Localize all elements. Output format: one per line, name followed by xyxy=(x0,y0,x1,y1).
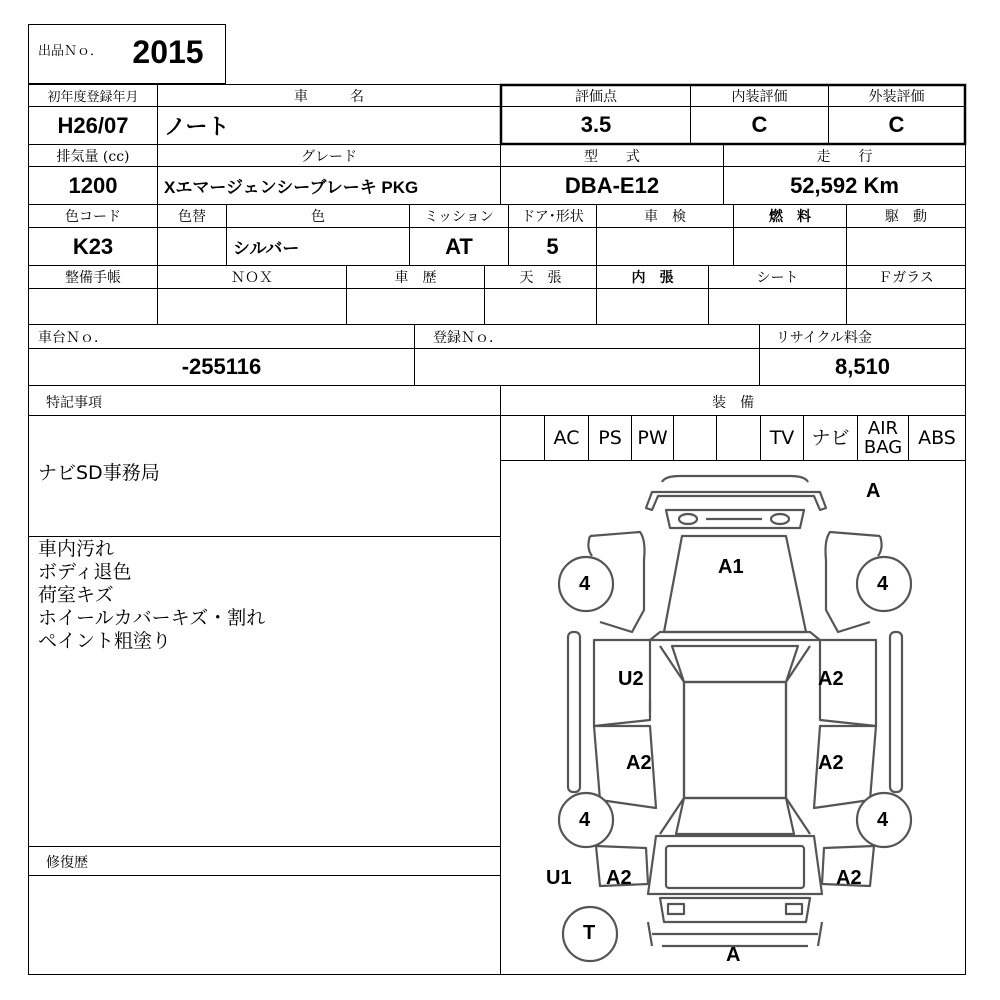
nox-label: ＮＯＸ xyxy=(231,270,273,286)
exterior-label: 外装評価 xyxy=(868,89,925,105)
doors: 5 xyxy=(546,233,559,259)
grade-label: グレード xyxy=(301,148,357,165)
mark-hood: A1 xyxy=(718,556,744,578)
recycle-fee: 8,510 xyxy=(834,354,891,379)
interior-label: 内装評価 xyxy=(731,89,788,105)
equipment-item: TV xyxy=(769,426,795,449)
color-label: 色 xyxy=(311,209,325,225)
mark-right-front-door: A2 xyxy=(818,668,844,690)
equipment-label: 装 備 xyxy=(712,394,754,411)
mark-tire: T xyxy=(583,922,596,944)
reg-year: H26/07 xyxy=(57,112,129,138)
score-label: 評価点 xyxy=(575,89,617,105)
doors-label: ドア･形状 xyxy=(521,209,584,225)
mark-left-rear-quarter: U1 xyxy=(546,867,572,889)
maintenance-label: 整備手帳 xyxy=(65,270,121,286)
reg-year-label: 初年度登録年月 xyxy=(47,90,139,105)
mark-right-rear: A2 xyxy=(836,867,862,889)
mark-rear: A xyxy=(726,944,741,966)
drive-label: 駆 動 xyxy=(885,209,927,225)
interior-trim-label: 内 張 xyxy=(631,270,674,286)
notes-line: 車内汚れ xyxy=(38,538,115,560)
car-name: ノート xyxy=(164,114,230,139)
exterior-grade: C xyxy=(888,112,905,137)
displacement-label: 排気量 (cc) xyxy=(56,148,130,165)
mark-left-rear-door: A2 xyxy=(626,752,652,774)
repaint-label: 色替 xyxy=(178,209,206,225)
equipment-item: AIR BAG xyxy=(863,418,903,458)
chassis-number: -255116 xyxy=(181,354,262,379)
notes-line: 荷室キズ xyxy=(38,584,114,606)
model-label: 型 式 xyxy=(584,148,640,165)
interior-grade: C xyxy=(751,112,768,137)
mark-wheel-rr: 4 xyxy=(877,809,889,831)
displacement: 1200 xyxy=(68,172,118,198)
chassis-label: 車台Ｎｏ． xyxy=(38,329,108,346)
mark-right-rear-door: A2 xyxy=(818,752,844,774)
notes-line: ホイールカバーキズ・割れ xyxy=(38,607,266,629)
notes-line: ボディ退色 xyxy=(38,561,132,583)
mileage-label: 走 行 xyxy=(816,148,873,165)
lot-number: 2015 xyxy=(132,33,204,70)
color: シルバー xyxy=(233,239,300,258)
color-code-label: 色コード xyxy=(65,209,121,225)
fglass-label: Ｆガラス xyxy=(878,270,934,286)
mark-wheel-fr: 4 xyxy=(877,573,889,595)
notes-label: 特記事項 xyxy=(46,394,102,411)
equipment-item: ABS xyxy=(918,426,956,449)
mark-wheel-rl: 4 xyxy=(579,809,591,831)
history-label: 車 歴 xyxy=(394,270,437,286)
reg-no-label: 登録Ｎｏ． xyxy=(433,329,503,346)
lot-number-label: 出品Ｎｏ． xyxy=(38,43,104,59)
inspection-label: 車 検 xyxy=(644,209,686,225)
grade: Xエマージェンシーブレーキ PKG xyxy=(164,178,419,197)
mark-left-rear: A2 xyxy=(606,867,632,889)
fuel-label: 燃 料 xyxy=(769,209,811,225)
equipment-item: ナビ xyxy=(811,426,850,449)
equipment-item: PW xyxy=(637,426,668,449)
transmission-label: ミッション xyxy=(424,209,494,225)
notes-line: ペイント粗塗り xyxy=(38,630,172,652)
repair-history-label: 修復歴 xyxy=(46,854,88,871)
mark-wheel-fl: 4 xyxy=(579,573,591,595)
seat-label: シート xyxy=(756,270,799,286)
score: 3.5 xyxy=(580,112,612,137)
equipment-item: AC xyxy=(553,426,580,449)
car-name-label: 車 名 xyxy=(294,88,364,105)
mark-left-front-door: U2 xyxy=(618,668,644,690)
transmission: AT xyxy=(445,233,473,259)
mileage: 52,592 Km xyxy=(790,172,899,198)
color-code: K23 xyxy=(72,233,114,259)
roof-label: 天 張 xyxy=(519,270,562,286)
recycle-label: リサイクル料金 xyxy=(776,329,873,346)
notes-line: ナビSD事務局 xyxy=(38,462,160,484)
mark-front: A xyxy=(866,480,881,502)
equipment-item: PS xyxy=(598,426,622,449)
model: DBA-E12 xyxy=(564,172,660,198)
